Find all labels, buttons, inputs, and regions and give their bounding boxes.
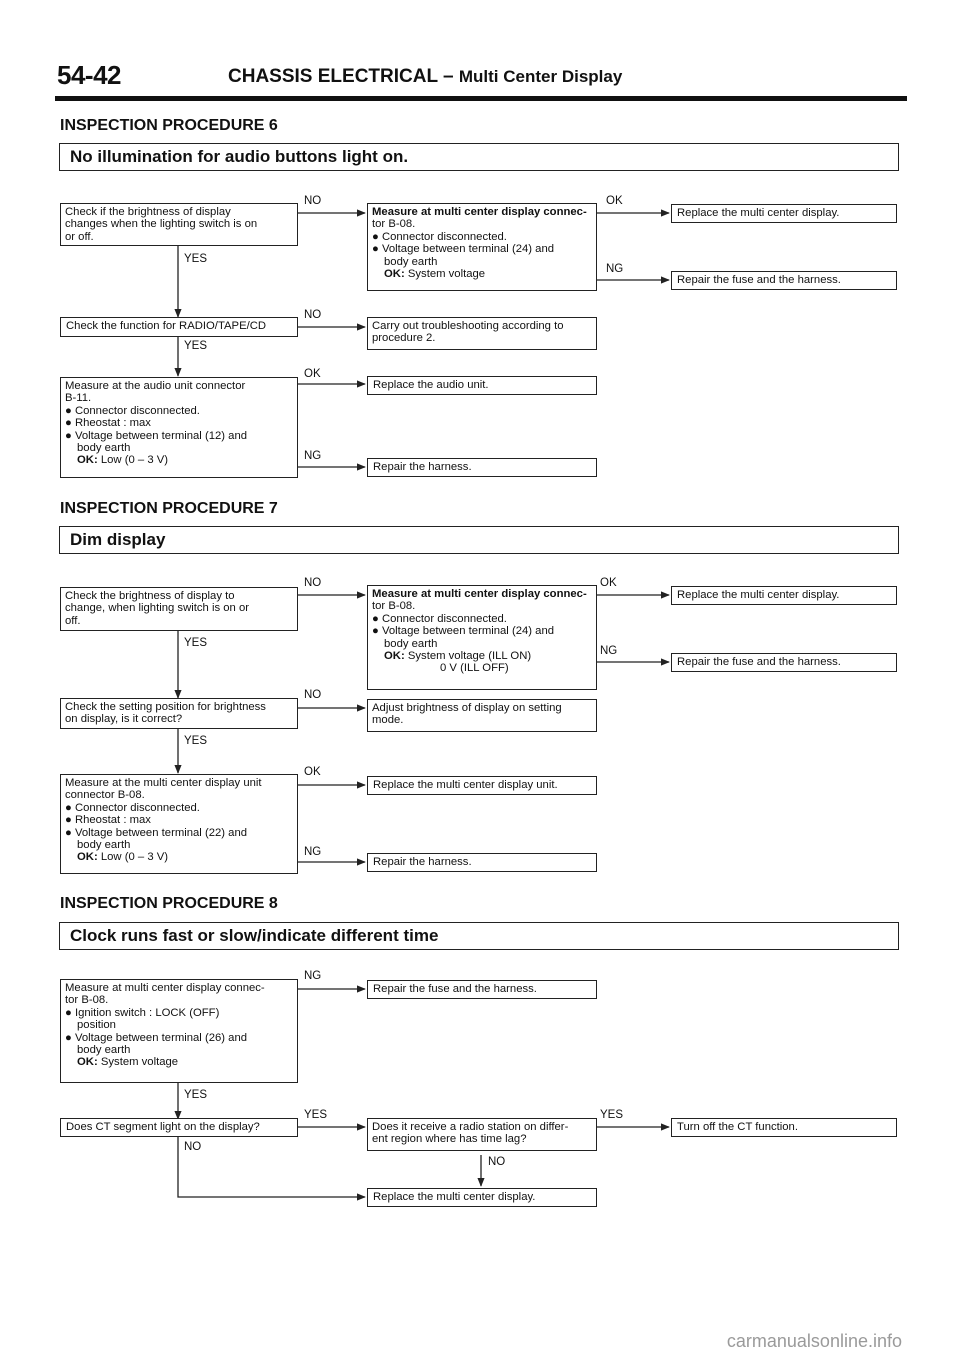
box-line: tor B-08.	[372, 218, 416, 231]
p8-symptom: Clock runs fast or slow/indicate different time	[59, 922, 899, 950]
label-ng: NG	[600, 645, 618, 657]
box-line: Measure at multi center display connec-	[65, 982, 265, 994]
p7-title: INSPECTION PROCEDURE 7	[60, 500, 278, 517]
box-line: Check if the brightness of display	[65, 206, 231, 218]
box-line: connector B-08.	[65, 789, 145, 802]
box-line: ● Connector disconnected.	[372, 612, 507, 625]
header-title: CHASSIS ELECTRICAL	[228, 66, 438, 87]
label-no: NO	[184, 1141, 202, 1153]
label-yes: YES	[304, 1109, 328, 1121]
box-line: change, when lighting switch is on or	[65, 602, 249, 615]
box-line: tor B-08.	[372, 600, 416, 613]
footer-watermark: carmanualsonline.info	[726, 1331, 902, 1351]
p8-turn-off-box: Turn off the CT function.	[671, 1118, 897, 1137]
box-line: ● Voltage between terminal (12) and	[65, 429, 248, 442]
p8-radio-station-box	[367, 1118, 597, 1151]
box-line: or off.	[65, 230, 94, 243]
label-ok: OK	[606, 195, 623, 207]
p6-repair-fuse-box: Repair the fuse and the harness.	[671, 271, 897, 290]
ok-prefix: OK:	[77, 851, 98, 864]
page-number: 54-42	[57, 60, 121, 90]
p6-measure-mcd-box	[367, 203, 597, 291]
p7-check-brightness-box	[60, 587, 298, 631]
p6-symptom: No illumination for audio buttons light on.	[59, 143, 899, 171]
p7-replace-unit-box: Replace the multi center display unit.	[367, 776, 597, 795]
p6-measure-audio-box	[60, 377, 298, 478]
ok-value: System voltage	[100, 1056, 179, 1069]
box-line: body earth	[384, 637, 438, 650]
p6-repair-harness-box: Repair the harness.	[367, 458, 597, 477]
ok-value: Low (0 – 3 V)	[100, 851, 169, 864]
p6-replace-audio-box: Replace the audio unit.	[367, 376, 597, 395]
p7-adjust-box	[367, 699, 597, 732]
label-yes: YES	[184, 637, 208, 649]
label-no: NO	[304, 577, 322, 589]
p7-check-setting-box	[60, 698, 298, 729]
box-line: Check the setting position for brightness	[65, 701, 266, 713]
ok-value: Low (0 – 3 V)	[100, 454, 169, 467]
box-line: Does it receive a radio station on differ-	[372, 1121, 569, 1133]
box-line: body earth	[384, 255, 438, 268]
p6-title: INSPECTION PROCEDURE 6	[60, 117, 278, 134]
p6-check-function-box: Check the function for RADIO/TAPE/CD	[60, 317, 298, 337]
box-line: procedure 2.	[372, 332, 436, 345]
p6-carry-out-box	[367, 317, 597, 350]
p7-measure-mcd-box	[367, 585, 597, 690]
box-line: tor B-08.	[65, 994, 109, 1007]
box-line: body earth	[77, 839, 131, 852]
box-line: off.	[65, 614, 81, 627]
box-line: body earth	[77, 442, 131, 455]
p8-measure-mcd-box	[60, 979, 298, 1083]
box-line: Measure at the audio unit connector	[65, 380, 246, 392]
box-line: ● Voltage between terminal (24) and	[372, 625, 555, 638]
box-line: ● Connector disconnected.	[65, 801, 200, 814]
p7-repair-harness-box: Repair the harness.	[367, 853, 597, 872]
label-yes: YES	[184, 253, 208, 265]
box-line: position	[77, 1019, 116, 1032]
p8-title: INSPECTION PROCEDURE 8	[60, 895, 278, 912]
label-no: NO	[304, 195, 322, 207]
p7-repair-fuse-box: Repair the fuse and the harness.	[671, 653, 897, 672]
box-line: Carry out troubleshooting according to	[372, 320, 564, 332]
label-yes: YES	[184, 1089, 208, 1101]
box-line: ent region where has time lag?	[372, 1133, 527, 1146]
ok-prefix: OK:	[384, 650, 405, 663]
box-line: body earth	[77, 1044, 131, 1057]
box-line: mode.	[372, 714, 404, 727]
p6-replace-mcd-box: Replace the multi center display.	[671, 204, 897, 223]
box-line: ● Rheostat : max	[65, 814, 151, 827]
box-line: ● Connector disconnected.	[372, 230, 507, 243]
p7-measure-unit-box	[60, 774, 298, 874]
p8-repair-fuse-box: Repair the fuse and the harness.	[367, 980, 597, 999]
label-no: NO	[304, 689, 322, 701]
label-no: NO	[304, 309, 322, 321]
box-line: Adjust brightness of display on setting	[372, 702, 562, 714]
p8-replace-mcd-box: Replace the multi center display.	[367, 1188, 597, 1207]
label-ok: OK	[600, 577, 617, 589]
ok-prefix: OK:	[77, 1056, 98, 1069]
box-line: ● Voltage between terminal (24) and	[372, 243, 555, 256]
label-ok: OK	[304, 766, 321, 778]
box-line: 0 V (ILL OFF)	[440, 662, 509, 675]
box-line: changes when the lighting switch is on	[65, 218, 258, 231]
p6-check-brightness-box	[60, 203, 298, 246]
box-line: ● Connector disconnected.	[65, 404, 200, 417]
box-line: Measure at multi center display connec-	[372, 206, 587, 218]
p7-replace-mcd-box: Replace the multi center display.	[671, 586, 897, 605]
p7-symptom: Dim display	[59, 526, 899, 554]
box-line: ● Rheostat : max	[65, 417, 151, 430]
box-line: Check the brightness of display to	[65, 590, 235, 602]
label-yes: YES	[184, 735, 208, 747]
p8-ct-segment-box: Does CT segment light on the display?	[60, 1118, 298, 1137]
label-yes: YES	[184, 340, 208, 352]
ok-prefix: OK:	[77, 454, 98, 467]
ok-prefix: OK:	[384, 268, 405, 281]
box-line: ● Voltage between terminal (22) and	[65, 826, 248, 839]
box-line: on display, is it correct?	[65, 713, 183, 726]
box-line: B-11.	[65, 392, 92, 405]
ok-value: System voltage	[407, 268, 486, 281]
label-ng: NG	[304, 970, 322, 982]
label-ng: NG	[304, 846, 322, 858]
label-no: NO	[488, 1156, 506, 1168]
box-line: ● Ignition switch : LOCK (OFF)	[65, 1006, 220, 1019]
ok-value: System voltage (ILL ON)	[407, 650, 532, 663]
label-ok: OK	[304, 368, 321, 380]
box-line: Measure at multi center display connec-	[372, 588, 587, 600]
header-subtitle: Multi Center Display	[458, 67, 623, 86]
box-line: Measure at the multi center display unit	[65, 777, 262, 789]
header-dash: –	[443, 66, 454, 87]
label-yes: YES	[600, 1109, 624, 1121]
label-ng: NG	[304, 450, 322, 462]
box-line: ● Voltage between terminal (26) and	[65, 1031, 248, 1044]
label-ng: NG	[606, 263, 624, 275]
